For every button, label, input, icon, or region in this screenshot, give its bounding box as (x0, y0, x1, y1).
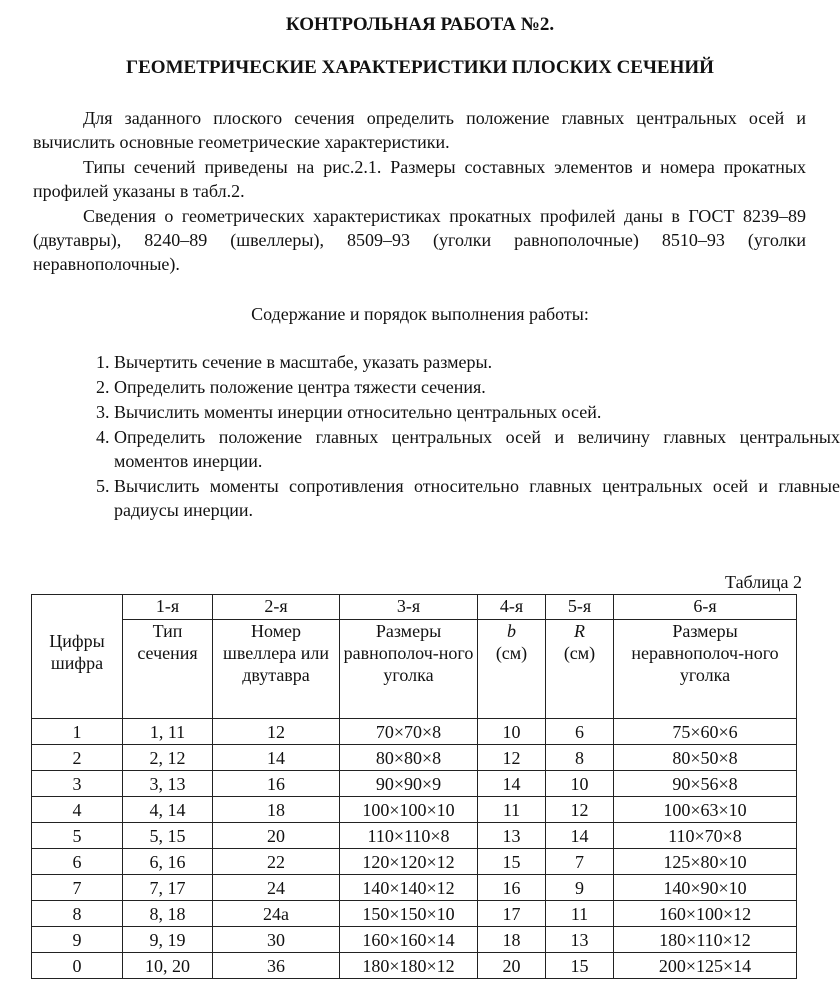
table-cell: 5, 15 (123, 823, 213, 849)
table-cell: 9, 19 (123, 927, 213, 953)
table-cell: 110×70×8 (614, 823, 797, 849)
table-cell: 6 (32, 849, 123, 875)
table-cell: 9 (546, 875, 614, 901)
table-cell: 125×80×10 (614, 849, 797, 875)
header-digit: 2-я (213, 595, 340, 620)
table-cell: 100×100×10 (340, 797, 478, 823)
section-heading: Содержание и порядок выполнения работы: (251, 304, 589, 324)
table-cell: 18 (478, 927, 546, 953)
table-cell: 20 (213, 823, 340, 849)
table-row (32, 901, 797, 927)
list-item: 4. Определить положение главных центральных осей и величину главных центральных моментов инерции. (114, 425, 840, 473)
table-cell: 13 (478, 823, 546, 849)
table-cell: 30 (213, 927, 340, 953)
table-cell: 20 (478, 953, 546, 979)
table-cell: 0 (32, 953, 123, 979)
table-cell: 4, 14 (123, 797, 213, 823)
table-row (32, 849, 797, 875)
table-cell: 140×90×10 (614, 875, 797, 901)
table-cell: 140×140×12 (340, 875, 478, 901)
table-cell: 80×50×8 (614, 745, 797, 771)
table-cell: 9 (32, 927, 123, 953)
table-cell: 1, 11 (123, 719, 213, 745)
header-digit: 3-я (340, 595, 478, 620)
table-cell: 6 (546, 719, 614, 745)
list-item: 3. Вычислить моменты инерции относительно центральных осей. (114, 400, 840, 424)
header-cipher-digits: Цифры шифра (32, 595, 123, 719)
table-cell: 160×100×12 (614, 901, 797, 927)
header-digit: 5-я (546, 595, 614, 620)
table-cell: 14 (213, 745, 340, 771)
paragraph: Сведения о геометрических характеристиках прокатных профилей даны в ГОСТ 8239–89 (двутавры), 8240–89 (швеллеры), 8509–93 (уголки равнополочные) 8510–93 (уголки неравнополочные). (33, 206, 806, 274)
table-cell: 150×150×10 (340, 901, 478, 927)
header-section-type: Тип сечения (123, 620, 213, 719)
header-unequal-angle: Размеры неравнополоч-ного уголка (614, 620, 797, 719)
header-digit: 4-я (478, 595, 546, 620)
paragraph: Типы сечений приведены на рис.2.1. Размеры составных элементов и номера прокатных профилей указаны в табл.2. (33, 157, 806, 201)
document-title: КОНТРОЛЬНАЯ РАБОТА №2. (285, 14, 555, 35)
table-cell: 7 (546, 849, 614, 875)
table-cell: 11 (546, 901, 614, 927)
header-b: b (см) (478, 620, 546, 719)
table-cell: 2, 12 (123, 745, 213, 771)
table-cell: 3, 13 (123, 771, 213, 797)
table-row (32, 719, 797, 745)
table-cell: 160×160×14 (340, 927, 478, 953)
table-cell: 15 (478, 849, 546, 875)
table-cell: 8 (546, 745, 614, 771)
header-r: R (см) (546, 620, 614, 719)
table-cell: 2 (32, 745, 123, 771)
table-cell: 80×80×8 (340, 745, 478, 771)
table-cell: 110×110×8 (340, 823, 478, 849)
header-equal-angle: Размеры равнополоч-ного уголка (340, 620, 478, 719)
table-cell: 120×120×12 (340, 849, 478, 875)
table-cell: 15 (546, 953, 614, 979)
table-cell: 12 (478, 745, 546, 771)
header-profile-number: Номер швеллера или двутавра (213, 620, 340, 719)
table-row (32, 745, 797, 771)
table-cell: 14 (546, 823, 614, 849)
table-cell: 13 (546, 927, 614, 953)
table-cell: 18 (213, 797, 340, 823)
table-cell: 7, 17 (123, 875, 213, 901)
table-cell: 3 (32, 771, 123, 797)
list-item: 5. Вычислить моменты сопротивления относительно главных центральных осей и главные радиусы инерции. (114, 474, 840, 522)
table-cell: 8 (32, 901, 123, 927)
paragraph: Для заданного плоского сечения определить положение главных центральных осей и вычислить основные геометрические характеристики. (33, 108, 806, 152)
table-row (32, 875, 797, 901)
table-cell: 12 (546, 797, 614, 823)
table-row (32, 797, 797, 823)
table-cell: 14 (478, 771, 546, 797)
table-cell: 36 (213, 953, 340, 979)
list-item: 2. Определить положение центра тяжести сечения. (114, 375, 840, 399)
table-row (32, 927, 797, 953)
data-table (31, 594, 797, 979)
table-cell: 22 (213, 849, 340, 875)
steps-list (80, 350, 840, 523)
document-subtitle: ГЕОМЕТРИЧЕСКИЕ ХАРАКТЕРИСТИКИ ПЛОСКИХ СЕЧЕНИЙ (126, 57, 714, 78)
table-cell: 10 (478, 719, 546, 745)
table-cell: 75×60×6 (614, 719, 797, 745)
table-cell: 6, 16 (123, 849, 213, 875)
table-row (32, 823, 797, 849)
table-row (32, 953, 797, 979)
table-cell: 5 (32, 823, 123, 849)
table-cell: 16 (478, 875, 546, 901)
table-cell: 100×63×10 (614, 797, 797, 823)
table-caption: Таблица 2 (725, 572, 802, 592)
list-item: 1. Вычертить сечение в масштабе, указать размеры. (114, 350, 840, 374)
table-cell: 200×125×14 (614, 953, 797, 979)
table-cell: 1 (32, 719, 123, 745)
header-digit: 6-я (614, 595, 797, 620)
table-cell: 24 (213, 875, 340, 901)
header-digit: 1-я (123, 595, 213, 620)
table-cell: 16 (213, 771, 340, 797)
table-cell: 70×70×8 (340, 719, 478, 745)
table-row (32, 771, 797, 797)
table-cell: 90×90×9 (340, 771, 478, 797)
table-cell: 90×56×8 (614, 771, 797, 797)
table-cell: 4 (32, 797, 123, 823)
table-cell: 11 (478, 797, 546, 823)
table-cell: 180×180×12 (340, 953, 478, 979)
table-cell: 10, 20 (123, 953, 213, 979)
table-cell: 7 (32, 875, 123, 901)
table-cell: 8, 18 (123, 901, 213, 927)
table-cell: 12 (213, 719, 340, 745)
table-cell: 180×110×12 (614, 927, 797, 953)
table-cell: 10 (546, 771, 614, 797)
table-cell: 24а (213, 901, 340, 927)
table-cell: 17 (478, 901, 546, 927)
